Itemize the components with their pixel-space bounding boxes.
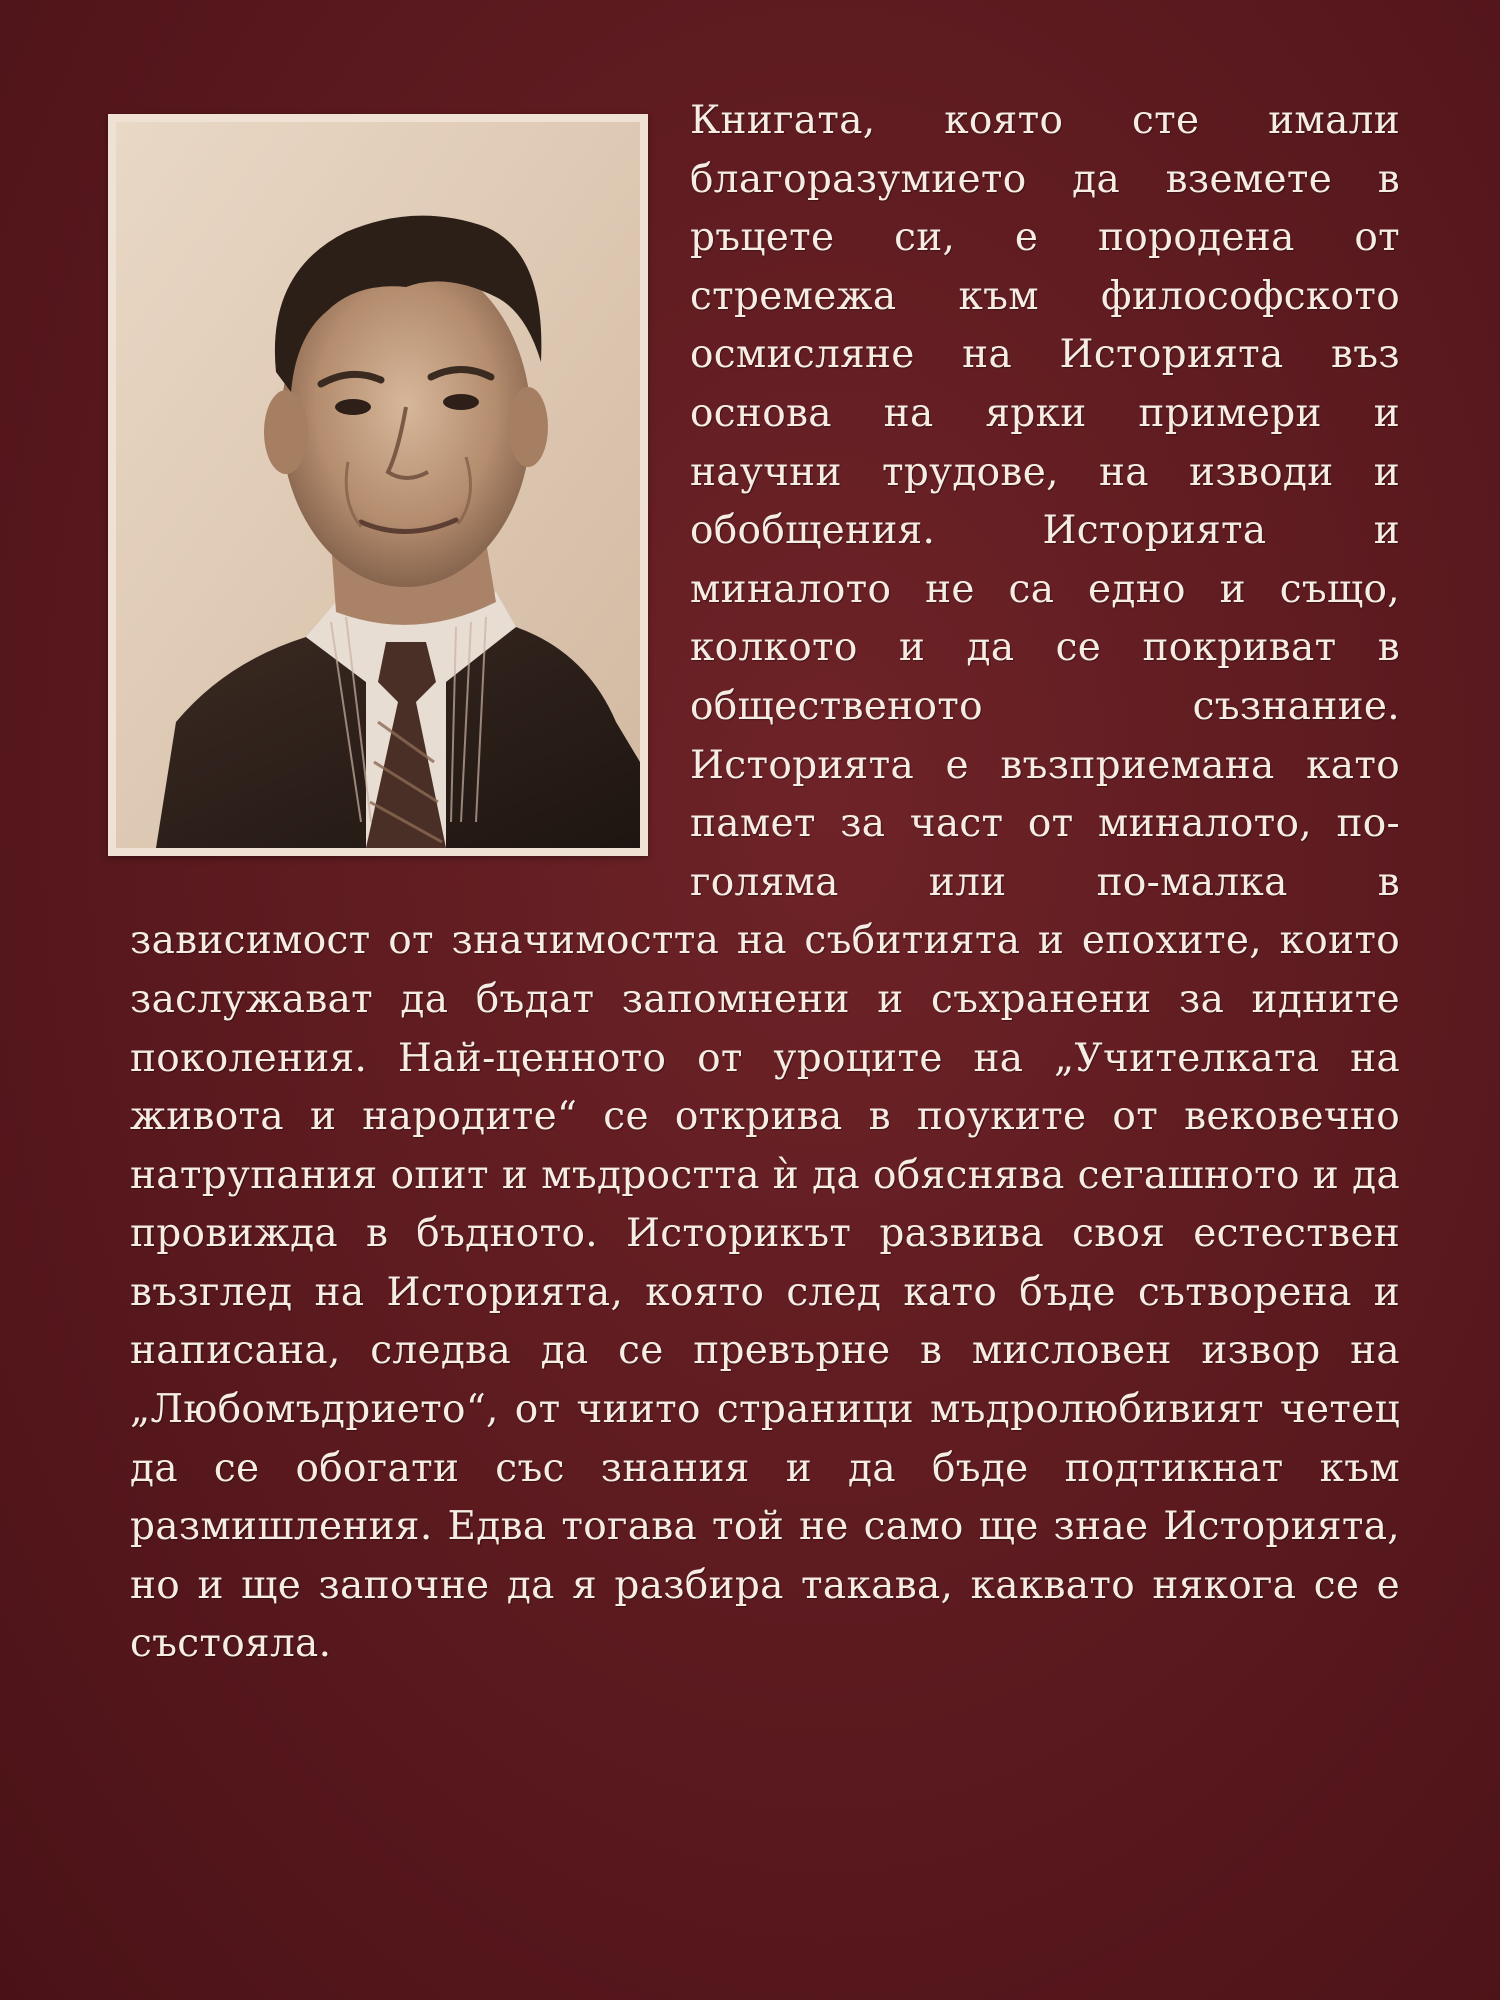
photo-text-wrap-spacer — [130, 92, 690, 887]
blurb-paragraph: Книгата, която сте имали благоразумието да вземете в ръцете си, е породена от стремежа към философското осмисляне на Историята въз основа на ярки примери и научни трудове, на изводи и обобщения. Историята и миналото не са едно и също, колкото и да се покриват в общественото съзнание. Историята е възприемана като памет за част от миналото, по-голяма или по-малка в зависимост от значимостта на събитията и епохите, които заслужават да бъдат запомнени и съхранени за идните поколения. Най-ценното от уроците на „Учителката на живота и народите“ се открива в поуките от вековечно натрупания опит и мъдростта ѝ да обяснява сегашното и да провижда в бъдното. Историкът развива своя естествен възглед на Историята, която след като бъде сътворена и написана, следва да се превърне в мисловен извор на „Любомъдрието“, от чиито страници мъдролюбивият четец да се обогати със знания и да бъде подтикнат към размишления. Едва тогава той не само ще знае Историята, но и ще започне да я разбира такава, каквато някога се е състояла. — [130, 98, 1400, 1667]
back-cover-blurb — [130, 92, 1400, 1674]
